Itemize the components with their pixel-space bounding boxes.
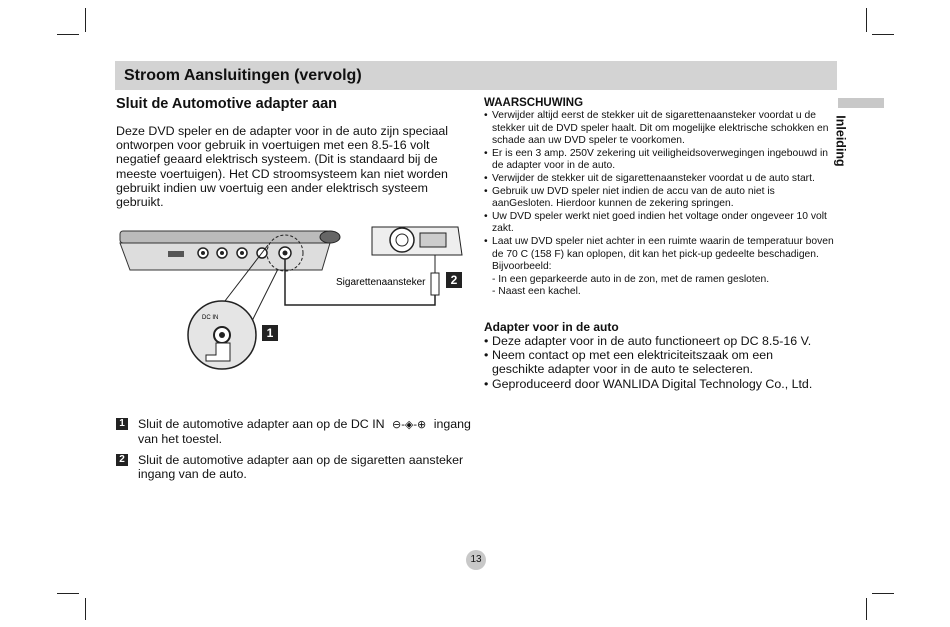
intro-paragraph — [116, 124, 472, 209]
step-1 — [116, 417, 472, 446]
example-item: - Naast een kachel. — [492, 286, 581, 298]
crop-mark — [866, 598, 867, 620]
crop-mark — [57, 34, 79, 35]
badge-2-label: 2 — [450, 273, 458, 287]
section-title: Sluit de Automotive adapter aan — [116, 96, 338, 112]
header-bar — [115, 61, 837, 90]
warning-item: • Verwijder de stekker uit de sigarettenaansteker voordat u de auto start. — [484, 173, 834, 186]
step-number: 2 — [116, 454, 128, 466]
intro-text: Deze DVD speler en de adapter voor in de auto zijn speciaal ontworpen voor gebruik in voertuigen met een 8.5-16 volt negatief geaard elektrisch systeem. (Dit is standaard bij de meeste voertuigen). Het CD stroomsysteem kan niet worden gebruikt indien uw voertuig een ander elektrisch systeem gebruikt. — [116, 124, 448, 210]
side-tab — [833, 112, 855, 172]
crop-mark — [872, 34, 894, 35]
side-tab-label: Inleiding — [833, 115, 848, 167]
badge-1-label: 1 — [266, 326, 274, 340]
crop-mark — [872, 593, 894, 594]
cigarette-lighter-label: Sigarettenaansteker — [336, 277, 426, 288]
crop-mark — [57, 593, 79, 594]
dc-in-label: DC IN — [202, 315, 219, 321]
step-number: 1 — [116, 418, 128, 430]
adapter-item: • Deze adapter voor in de auto functioneert op DC 8.5-16 V. — [484, 334, 824, 348]
example-item: - In een geparkeerde auto in de zon, met de ramen gesloten. — [492, 273, 770, 285]
adapter-list — [484, 334, 824, 391]
adapter-title: Adapter voor in de auto — [484, 320, 619, 334]
crop-mark — [85, 598, 86, 620]
adapter-item: • Geproduceerd door WANLIDA Digital Technology Co., Ltd. — [484, 377, 824, 391]
warning-item: • Er is een 3 amp. 250V zekering uit veiligheidsoverwegingen ingebouwd in de adapter voor in de auto. — [484, 148, 834, 173]
connection-illustration — [110, 215, 470, 375]
warning-item: • Gebruik uw DVD speler niet indien de accu van de auto niet is aanGesloten. Hierdoor kunnen de zekering springen. — [484, 186, 834, 211]
dvd-player-drawing — [120, 231, 340, 271]
warning-list — [484, 110, 834, 299]
warning-item: • Uw DVD speler werkt niet goed indien het voltage onder ongeveer 10 volt zakt. — [484, 211, 834, 236]
warning-title: WAARSCHUWING — [484, 97, 584, 109]
step-text: Sluit de automotive adapter aan op de sigaretten aansteker ingang van de auto. — [138, 453, 464, 482]
step-text: ingang van het toestel. — [138, 417, 471, 447]
warning-item: • Laat uw DVD speler niet achter in een ruimte waarin de temperatuur boven de 70 C (158 F) kan oplopen, dit kan het pick-up gedeelte beschadigen. — [484, 236, 834, 261]
crop-mark — [85, 8, 86, 32]
dc-in-zoom — [188, 301, 256, 369]
example-label: Bijvoorbeeld: — [492, 261, 552, 273]
warning-item: • Verwijder altijd eerst de stekker uit de sigarettenaansteker voordat u de stekker uit de DVD speler haalt. Dit om mogelijke elektrische schokken en schade aan uw DVD speler te voorkomen. — [484, 110, 834, 148]
adapter-item: • Neem contact op met een elektriciteitszaak om een geschikte adapter voor in de auto te selecteren. — [484, 348, 824, 376]
page-title: Stroom Aansluitingen (vervolg) — [124, 67, 362, 84]
page-number: 13 — [466, 550, 486, 570]
crop-mark — [866, 8, 867, 32]
step-2 — [116, 453, 472, 481]
step-text: Sluit de automotive adapter aan op de DC IN — [138, 417, 385, 431]
dc-polarity-icon: ⊖-◈-⊕ — [392, 419, 427, 431]
side-tab-bar — [838, 98, 884, 108]
